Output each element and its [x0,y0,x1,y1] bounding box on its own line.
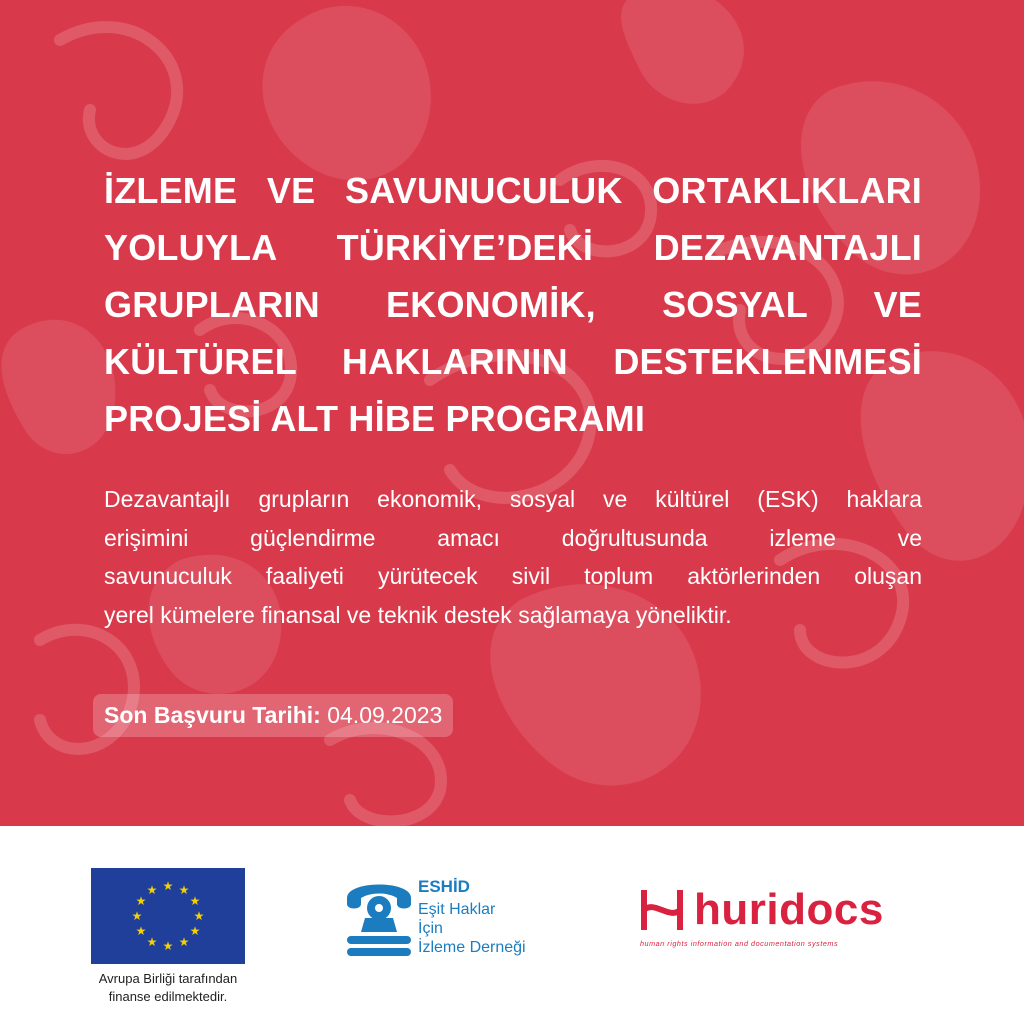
eu-flag-icon [91,868,245,964]
eshid-name: ESHİD [418,877,470,896]
deadline-date: 04.09.2023 [327,702,443,728]
eu-funding-caption [70,970,266,1006]
description-line: erişimini güçlendirme amacı doğrultusunda izleme ve [104,524,922,551]
title-line: GRUPLARIN EKONOMİK, SOSYAL VE [104,284,922,325]
svg-text:★: ★ [162,879,174,893]
huridocs-name: huridocs [694,885,884,934]
svg-text:★: ★ [178,935,190,949]
description-line: Dezavantajlı grupların ekonomik, sosyal ve kültürel (ESK) haklara [104,486,922,512]
eu-caption-line: Avrupa Birliği tarafından [98,971,238,986]
svg-text:★: ★ [193,909,205,923]
svg-text:★: ★ [146,883,158,897]
eu-caption-line: finanse edilmektedir. [108,989,228,1004]
svg-text:★: ★ [135,924,147,938]
svg-text:★: ★ [162,939,174,953]
svg-text:★: ★ [135,894,147,908]
description-line: yerel kümelere finansal ve teknik destek sağlamaya yöneliktir. [104,601,732,628]
svg-text:★: ★ [178,883,190,897]
svg-text:★: ★ [189,924,201,938]
eshid-name-line: İzleme Derneği [418,939,526,956]
sponsor-footer [0,826,1024,1024]
telephone-icon [343,874,415,960]
deadline-label: Son Başvuru Tarihi: [104,702,321,728]
eshid-name-line: İçin [418,920,443,937]
title-line: KÜLTÜREL HAKLARININ DESTEKLENMESİ [104,341,922,382]
eshid-name-line: Eşit Haklar [418,901,496,918]
program-title [104,162,922,447]
program-description [104,480,922,634]
title-line: PROJESİ ALT HİBE PROGRAMI [104,398,646,439]
title-line: YOLUYLA TÜRKİYE’DEKİ DEZAVANTAJLI [104,227,922,268]
huridocs-tagline: human rights information and documentation systems [640,939,839,948]
title-line: İZLEME VE SAVUNUCULUK ORTAKLIKLARI [104,170,922,211]
svg-text:★: ★ [146,935,158,949]
description-line: savunuculuk faaliyeti yürütecek sivil toplum aktörlerinden oluşan [104,563,922,589]
svg-text:★: ★ [189,894,201,908]
svg-text:★: ★ [131,909,143,923]
huridocs-mark-icon [636,884,688,936]
deadline-badge [93,694,453,737]
eshid-full-name [418,900,526,957]
